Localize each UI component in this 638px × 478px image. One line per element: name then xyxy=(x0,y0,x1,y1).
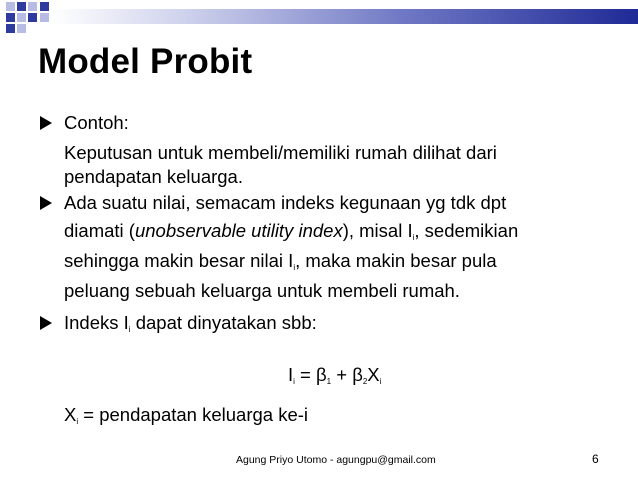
header-gradient-bar xyxy=(52,9,638,24)
bullet-text: Ada suatu nilai, semacam indeks kegunaan yg tdk dpt xyxy=(64,192,507,213)
bullet-marker xyxy=(40,316,52,330)
bullet-continuation: sehingga makin besar nilai $I_i$, maka makin besar pula xyxy=(64,250,497,272)
variable-definition: $X_i$ = pendapatan keluarga ke-i xyxy=(64,404,309,426)
bullet-text: Contoh: xyxy=(64,112,129,133)
page-number: 6 xyxy=(592,452,599,466)
bullet-continuation: pendapatan keluarga. xyxy=(64,166,243,187)
footer-author: Agung Priyo Utomo - agungpu@gmail.com xyxy=(236,454,436,466)
bullet-continuation: Keputusan untuk membeli/memiliki rumah dilihat dari xyxy=(64,142,497,163)
slide-title: Model Probit xyxy=(38,42,253,81)
bullet-marker xyxy=(40,196,52,210)
formula: $I_i = \beta_1 + \beta_2X_i$ xyxy=(288,364,382,386)
bullet-continuation: peluang sebuah keluarga untuk membeli rumah. xyxy=(64,280,460,301)
bullet-continuation: diamati (unobservable utility index), misal $I_i$, sedemikian xyxy=(64,220,519,242)
bullet-text: Indeks $I_i$ dapat dinyatakan sbb: xyxy=(64,312,317,334)
italic-term: unobservable utility index xyxy=(134,220,343,241)
bullet-marker xyxy=(40,116,52,130)
